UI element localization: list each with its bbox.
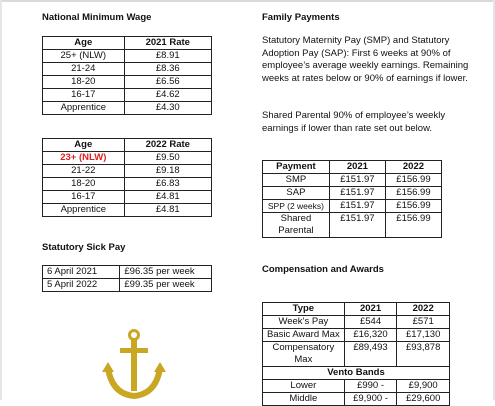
age-cell: Apprentice <box>43 102 125 115</box>
payment-cell: SPP (2 weeks) <box>263 200 330 213</box>
value-cell: £16,320 <box>344 329 397 342</box>
rate-cell: £4.81 <box>124 191 211 204</box>
value-cell: £9,900 <box>397 380 450 393</box>
vento-bands-heading: Vento Bands <box>263 367 450 380</box>
value-cell: £151.97 <box>329 200 385 213</box>
value-cell: £571 <box>397 316 450 329</box>
table-row <box>263 174 442 187</box>
table-row <box>43 279 212 292</box>
value-cell: £93,878 <box>397 342 450 367</box>
rate-cell: £4.30 <box>124 102 211 115</box>
table-row <box>43 63 212 76</box>
value-cell: £544 <box>344 316 397 329</box>
rate-cell: £9.50 <box>124 152 211 165</box>
age-cell: Apprentice <box>43 204 125 217</box>
table-row <box>43 89 212 102</box>
value-cell: £156.99 <box>385 187 441 200</box>
age-cell: 18-20 <box>43 76 125 89</box>
ssp-table <box>42 265 212 292</box>
table-row <box>43 178 212 191</box>
band-cell: Middle <box>263 393 345 406</box>
column-header: 2021 <box>344 303 397 316</box>
value-cell: £89,493 <box>344 342 397 367</box>
table-row <box>43 191 212 204</box>
nmw-2022-table <box>42 138 212 217</box>
table-row <box>263 380 450 393</box>
table-row <box>263 329 450 342</box>
family-paragraph-maternity: Statutory Maternity Pay (SMP) and Statutory Adoption Pay (SAP): First 6 weeks at 90% of employee’s average weekly earnings. Remaining weeks at rates below or 90% of earnings if lower. <box>262 35 469 84</box>
rate-cell: £4.81 <box>124 204 211 217</box>
payment-cell: SAP <box>263 187 330 200</box>
type-cell: Compensatory Max <box>263 342 345 367</box>
table-row <box>43 266 212 279</box>
table-header-row <box>263 161 442 174</box>
column-header: Payment <box>263 161 330 174</box>
table-row <box>43 152 212 165</box>
value-cell: £29,600 <box>397 393 450 406</box>
age-cell: 18-20 <box>43 178 125 191</box>
rate-cell: £6.83 <box>124 178 211 191</box>
rate-cell: £8.91 <box>124 50 211 63</box>
rate-cell: £8.36 <box>124 63 211 76</box>
family-payments-table <box>262 160 442 238</box>
value-cell: £151.97 <box>329 213 385 238</box>
payment-cell: Shared Parental <box>263 213 330 238</box>
value-cell: £156.99 <box>385 200 441 213</box>
age-cell: 21-22 <box>43 165 125 178</box>
value-cell: £17,130 <box>397 329 450 342</box>
type-cell: Basic Award Max <box>263 329 345 342</box>
nmw-2021-table <box>42 36 212 115</box>
value-cell: £990 - <box>344 380 397 393</box>
band-cell: Lower <box>263 380 345 393</box>
column-header: Type <box>263 303 345 316</box>
anchor-icon <box>102 328 166 400</box>
age-cell: 25+ (NLW) <box>43 50 125 63</box>
date-cell: 5 April 2022 <box>43 279 120 292</box>
age-cell-highlighted: 23+ (NLW) <box>43 152 125 165</box>
value-cell: £151.97 <box>329 187 385 200</box>
column-header: 2022 Rate <box>124 139 211 152</box>
table-row <box>263 393 450 406</box>
column-header: 2021 <box>329 161 385 174</box>
column-header: Age <box>43 37 125 50</box>
family-paragraph-shared: Shared Parental 90% of employee’s weekly earnings if lower than rate set out below. <box>262 110 446 134</box>
compensation-table <box>262 302 450 406</box>
table-row <box>43 165 212 178</box>
value-cell: £156.99 <box>385 174 441 187</box>
table-row <box>263 200 442 213</box>
table-row <box>43 102 212 115</box>
page-frame-top <box>0 0 495 2</box>
age-cell: 16-17 <box>43 191 125 204</box>
comp-heading: Compensation and Awards <box>262 264 384 275</box>
rate-cell: £9.18 <box>124 165 211 178</box>
nmw-heading: National Minimum Wage <box>42 12 152 23</box>
type-cell: Week’s Pay <box>263 316 345 329</box>
value-cell: £9,900 - <box>344 393 397 406</box>
column-header: 2022 <box>385 161 441 174</box>
age-cell: 16-17 <box>43 89 125 102</box>
rate-cell: £96.35 per week <box>120 266 212 279</box>
column-header: 2022 <box>397 303 450 316</box>
ssp-heading: Statutory Sick Pay <box>42 242 126 253</box>
table-header-row <box>43 139 212 152</box>
page-frame-left <box>0 0 2 400</box>
family-heading: Family Payments <box>262 12 340 23</box>
table-header-row <box>263 303 450 316</box>
rate-cell: £6.56 <box>124 76 211 89</box>
table-row <box>263 316 450 329</box>
column-header: 2021 Rate <box>124 37 211 50</box>
rate-cell: £4.62 <box>124 89 211 102</box>
value-cell: £151.97 <box>329 174 385 187</box>
rate-cell: £99.35 per week <box>120 279 212 292</box>
payment-cell: SMP <box>263 174 330 187</box>
table-row <box>43 204 212 217</box>
column-header: Age <box>43 139 125 152</box>
value-cell: £156.99 <box>385 213 441 238</box>
table-row <box>43 76 212 89</box>
table-row <box>263 213 442 238</box>
date-cell: 6 April 2021 <box>43 266 120 279</box>
table-header-row <box>43 37 212 50</box>
table-row <box>263 187 442 200</box>
table-row <box>263 342 450 367</box>
table-row <box>43 50 212 63</box>
age-cell: 21-24 <box>43 63 125 76</box>
table-section-row <box>263 367 450 380</box>
